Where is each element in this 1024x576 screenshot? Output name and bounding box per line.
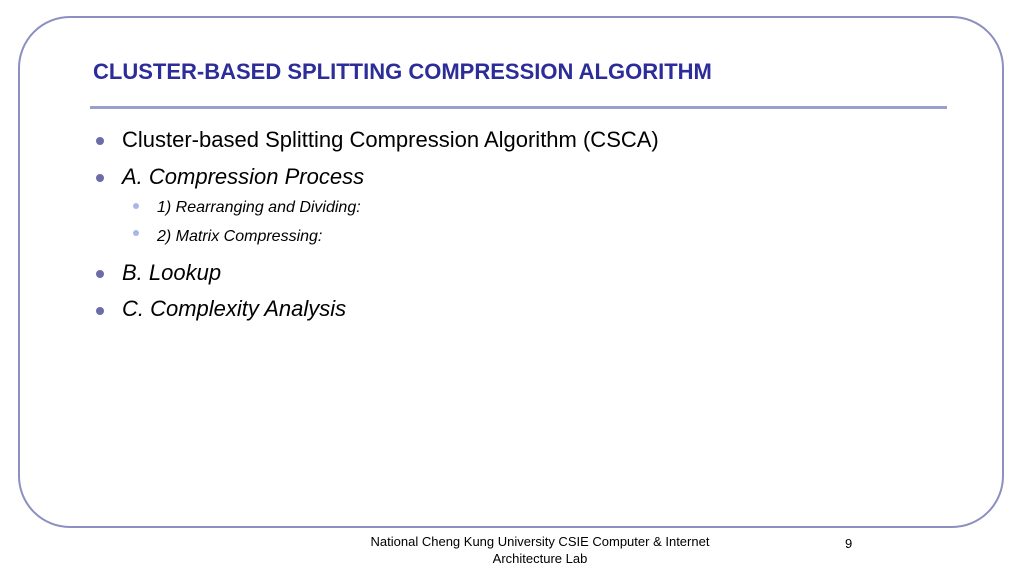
title-divider bbox=[90, 106, 947, 109]
footer-line-2: Architecture Lab bbox=[492, 551, 588, 566]
page-number: 9 bbox=[845, 536, 853, 551]
bullet-item: C. Complexity Analysis bbox=[122, 296, 347, 321]
bullet-item: B. Lookup bbox=[122, 260, 222, 285]
bullet-item: A. Compression Process bbox=[122, 164, 365, 189]
bullet-dot bbox=[96, 307, 104, 315]
sub-bullet-dot bbox=[133, 203, 139, 209]
sub-bullet-item: 2) Matrix Compressing: bbox=[157, 228, 323, 245]
bullet-dot bbox=[96, 137, 104, 145]
sub-bullet-dot bbox=[133, 230, 139, 236]
sub-bullet-item: 1) Rearranging and Dividing: bbox=[157, 199, 361, 216]
slide-title: CLUSTER-BASED SPLITTING COMPRESSION ALGORITHM bbox=[93, 59, 712, 84]
footer-line-1: National Cheng Kung University CSIE Computer & Internet bbox=[370, 534, 710, 549]
bullet-dot bbox=[96, 270, 104, 278]
footer-text bbox=[330, 533, 750, 567]
bullet-dot bbox=[96, 174, 104, 182]
bullet-item: Cluster-based Splitting Compression Algorithm (CSCA) bbox=[122, 127, 659, 152]
